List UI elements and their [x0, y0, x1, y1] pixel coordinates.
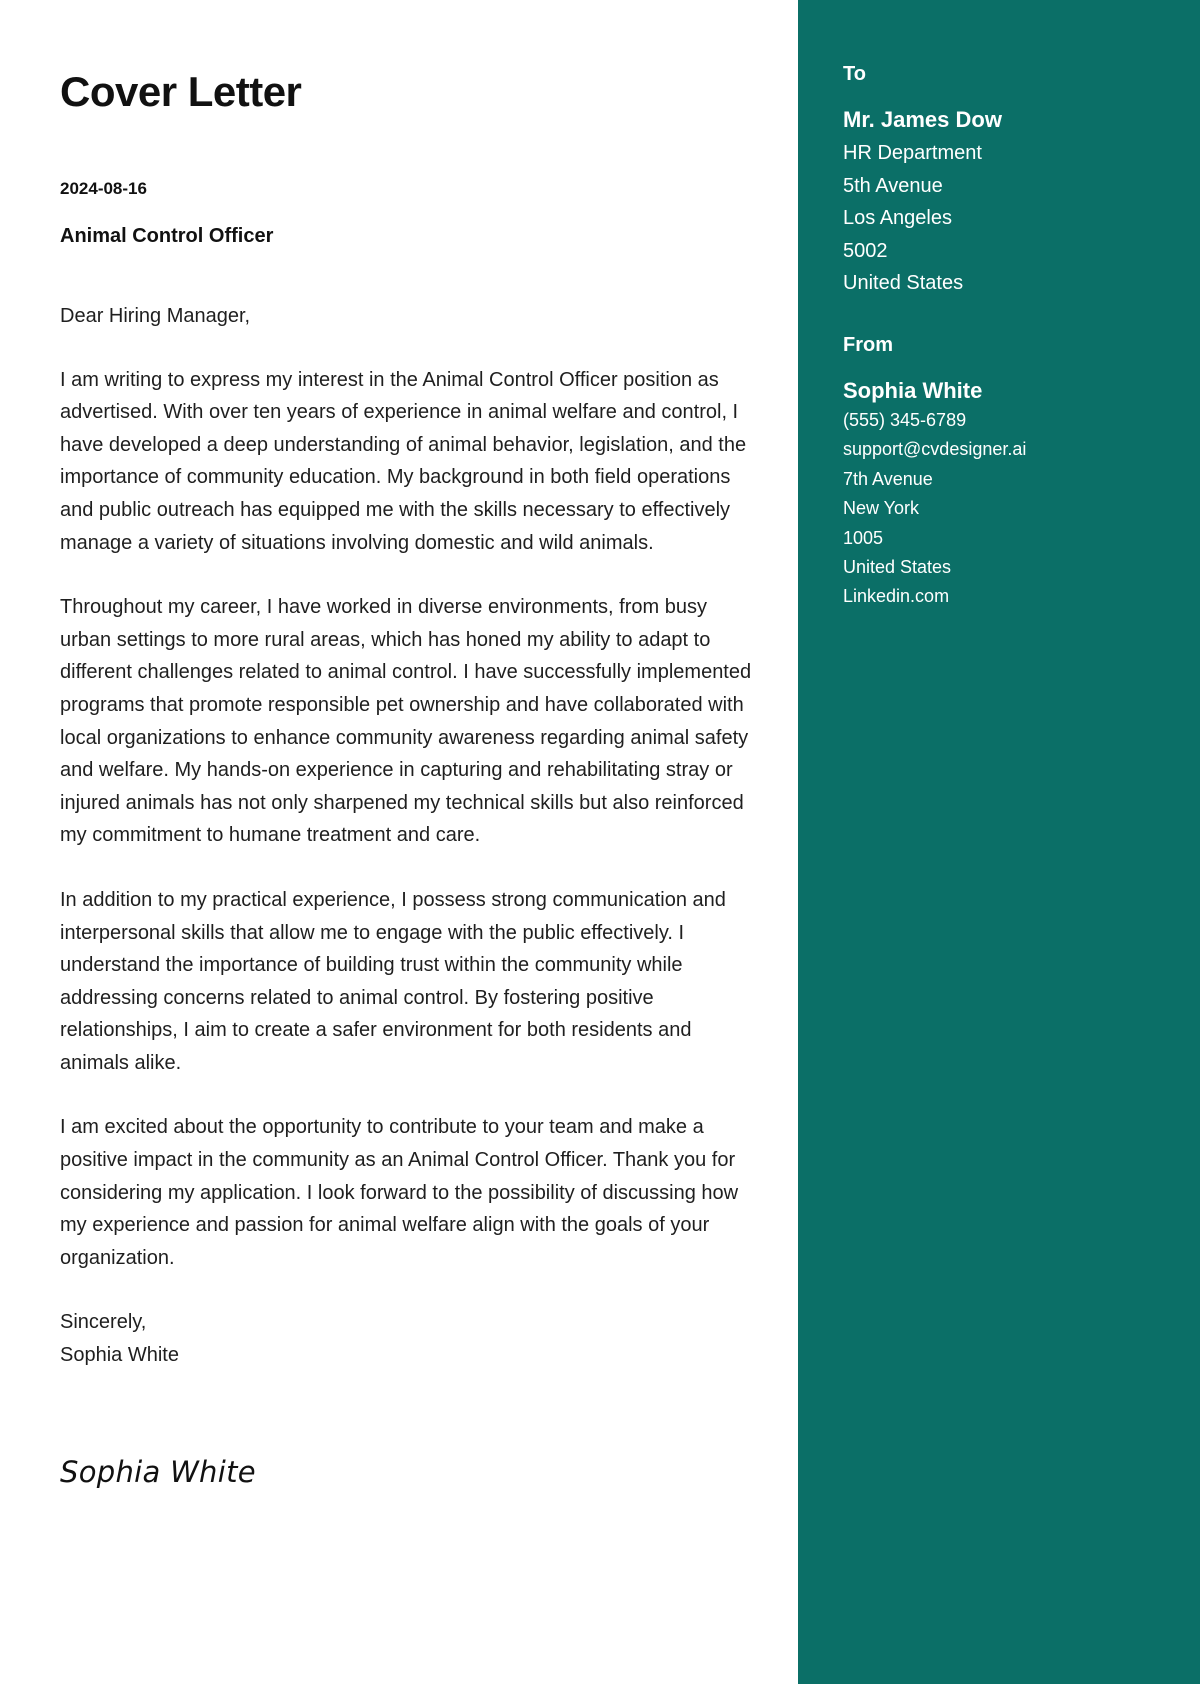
paragraph-2: Throughout my career, I have worked in diverse environments, from busy urban settings to more rural areas, which has honed my ability to adapt to different challenges related to animal control. I have successfully implemented programs that promote responsible pet ownership and have collaborated with local organizations to enhance community awareness regarding animal safety and welfare. My hands-on experience in capturing and rehabilitating stray or injured animals has not only sharpened my technical skills but also reinforced my commitment to humane treatment and care. — [60, 596, 752, 847]
paragraph-3: In addition to my practical experience, I possess strong communication and interpersonal skills that allow me to engage with the public effectively. I understand the importance of building trust within the community while addressing concerns related to animal control. By fostering positive relationships, I aim to create a safer environment for both residents and animals alike. — [60, 888, 726, 1074]
recipient-country: United States — [843, 272, 964, 295]
closing-block — [60, 1306, 760, 1371]
sender-website-link[interactable]: Linkedin.com — [843, 586, 950, 607]
recipient-department: HR Department — [843, 142, 982, 164]
recipient-address — [843, 137, 982, 300]
recipient-name: Mr. James Dow — [843, 107, 1002, 132]
sender-phone: (555) 345-6789 — [843, 410, 967, 430]
paragraph-1: I am writing to express my interest in the Animal Control Officer position as advertised. With over ten years of experience in animal welfare and control, I have developed a deep understanding of animal behavior, legislation, and the importance of community education. My background in both field operations and public outreach has equipped me with the skills necessary to effectively manage a variety of situations involving domestic and wild animals. — [60, 368, 747, 554]
page-title: Cover Letter — [60, 68, 302, 115]
sender-details — [843, 406, 1026, 612]
job-title: Animal Control Officer — [60, 225, 274, 247]
from-heading: From — [843, 334, 893, 356]
sender-name: Sophia White — [843, 378, 983, 403]
greeting: Dear Hiring Manager, — [60, 305, 251, 327]
letter-date: 2024-08-16 — [60, 179, 147, 198]
to-heading: To — [843, 63, 866, 85]
recipient-street: 5th Avenue — [843, 174, 943, 197]
signature: Sophia White — [60, 1455, 256, 1489]
sender-city: New York — [843, 498, 920, 519]
recipient-postal-code: 5002 — [843, 239, 888, 262]
paragraph-4: I am excited about the opportunity to contribute to your team and make a positive impact in the community as an Animal Control Officer. Thank you for considering my application. I look forward to the possibility of discussing how my experience and passion for animal welfare align with the goals of your organization. — [60, 1116, 739, 1269]
closing-text: Sincerely, — [60, 1311, 147, 1334]
closing-name: Sophia White — [60, 1344, 179, 1367]
recipient-city: Los Angeles — [843, 207, 952, 230]
letter-main — [60, 0, 760, 1684]
sender-street: 7th Avenue — [843, 468, 933, 489]
sidebar — [798, 0, 1200, 1684]
sender-email[interactable]: support@cvdesigner.ai — [843, 439, 1027, 460]
letter-body — [60, 300, 760, 1372]
sender-country: United States — [843, 557, 952, 578]
sender-postal-code: 1005 — [843, 527, 884, 548]
